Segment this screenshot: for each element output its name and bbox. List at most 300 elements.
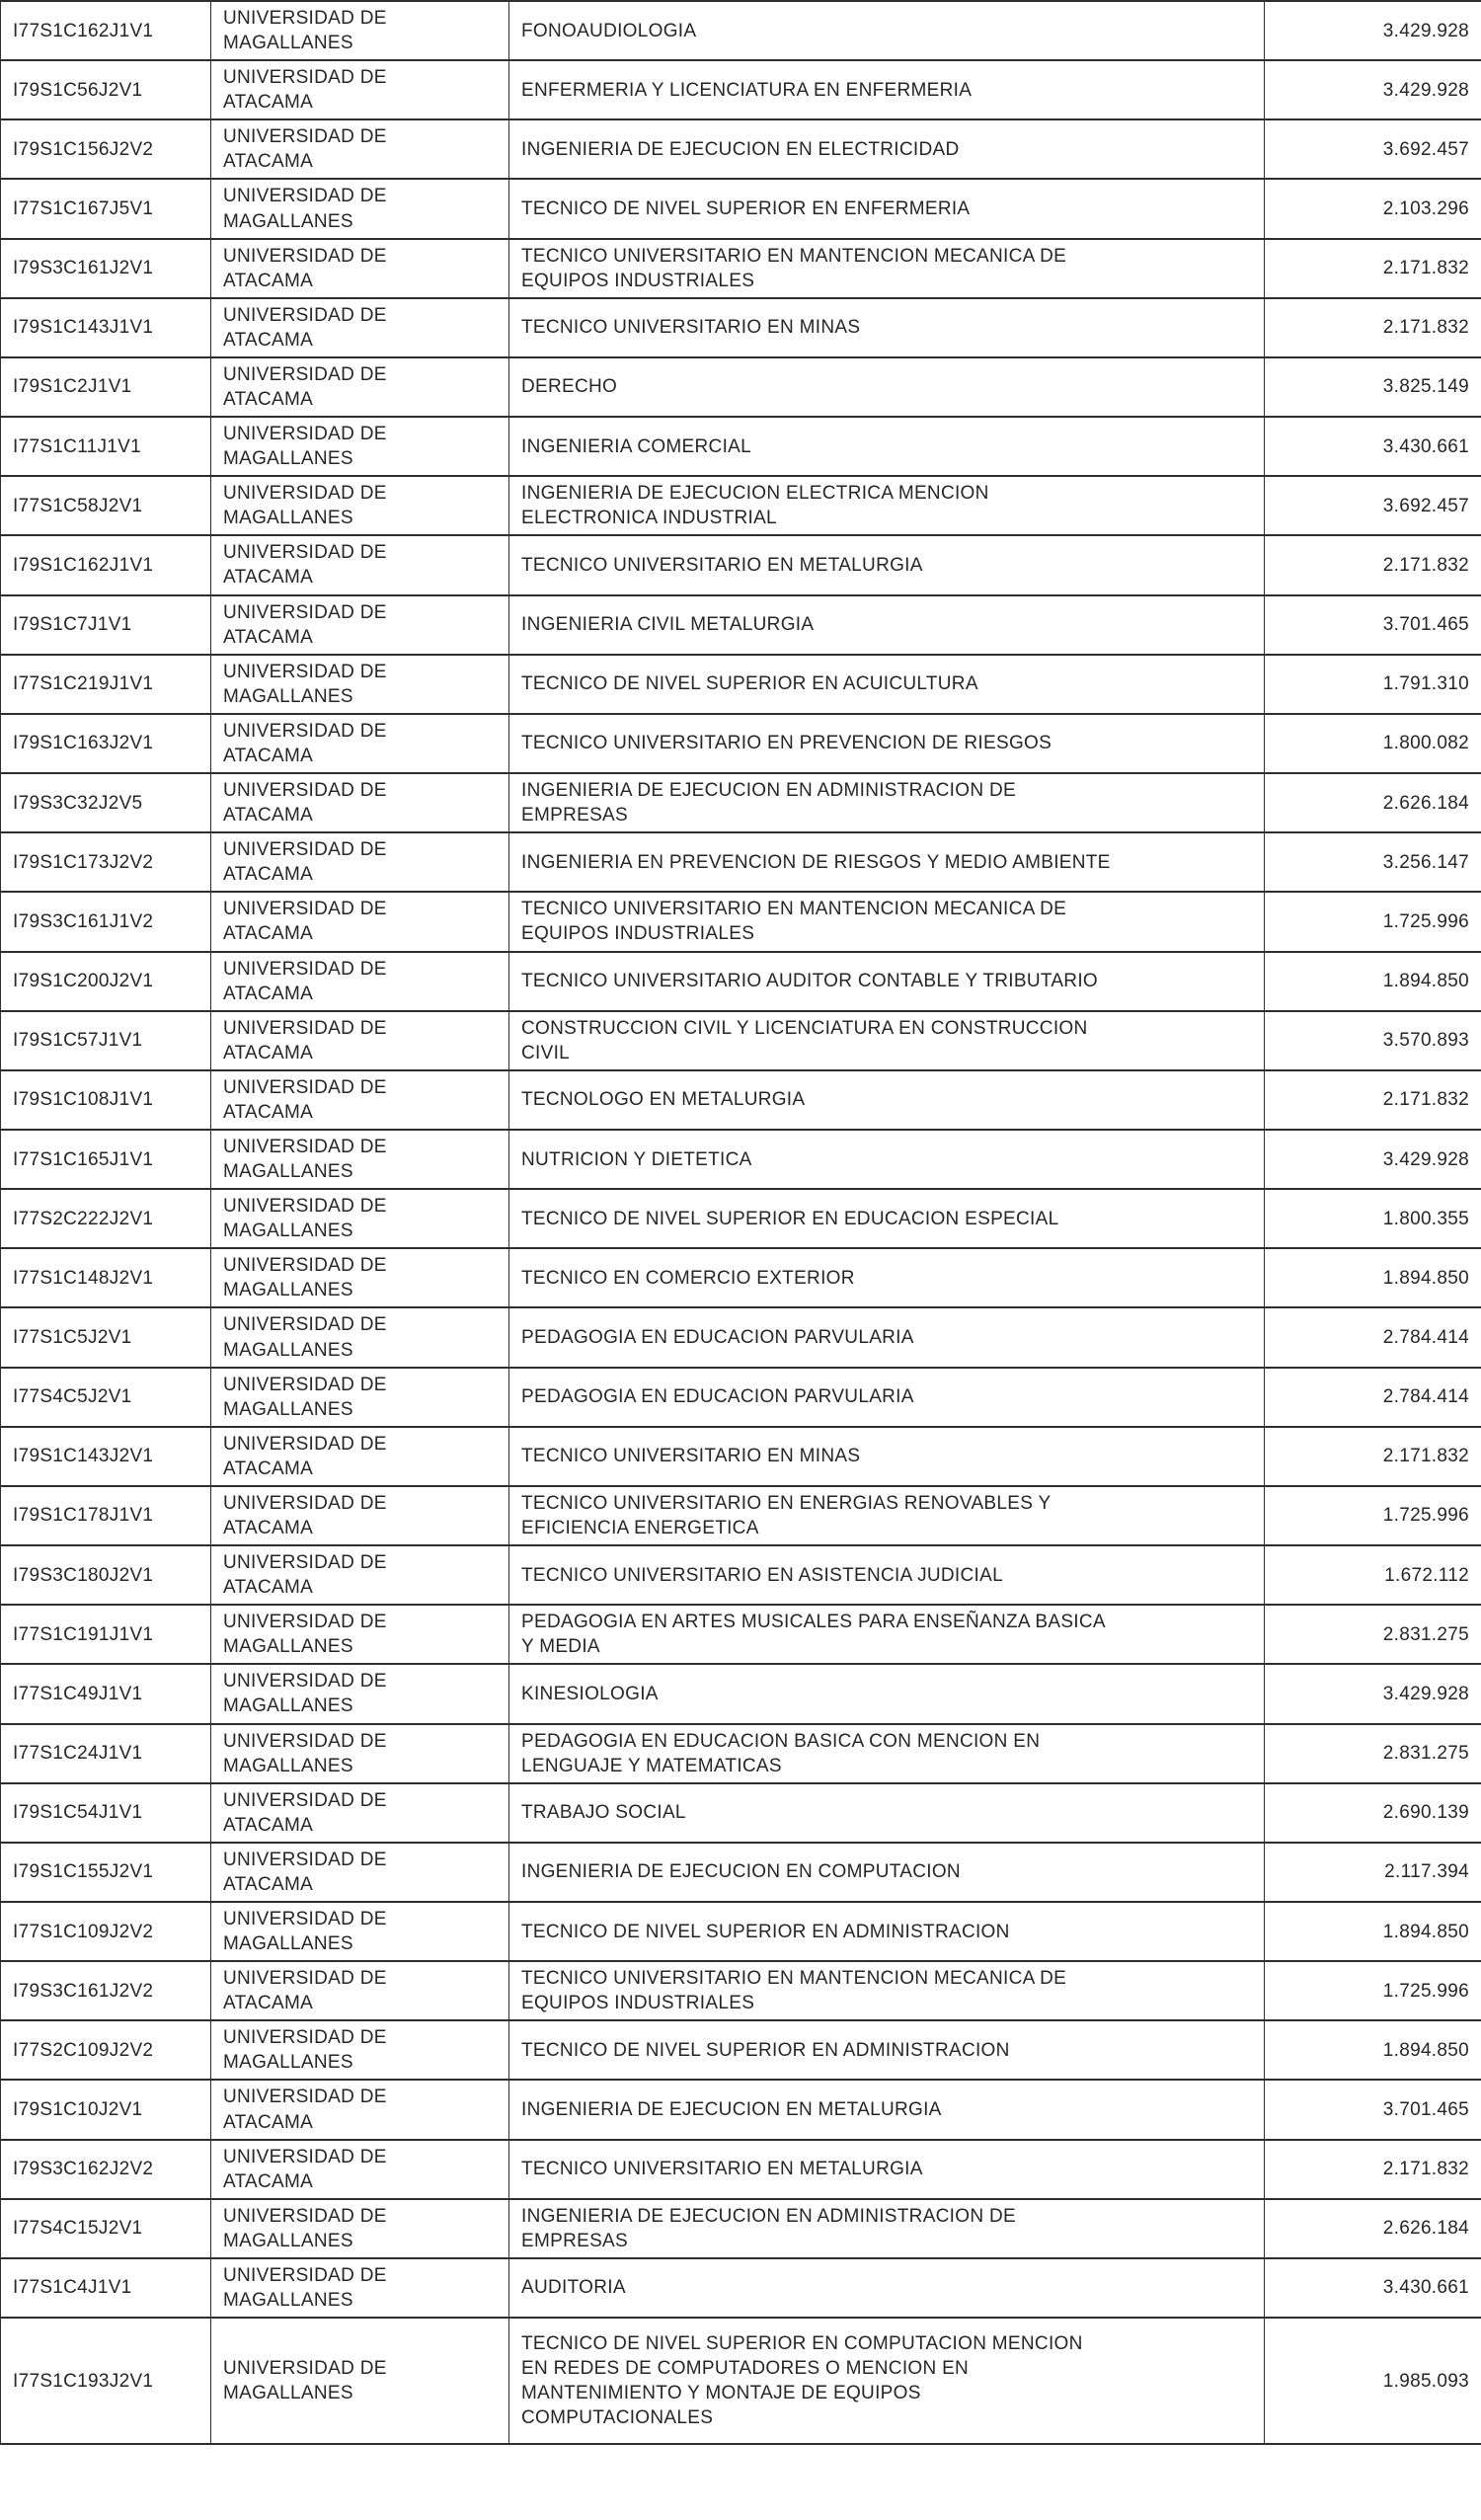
- tuition-value-cell: [1265, 2258, 1481, 2318]
- program-code: I79S1C200J2V1: [13, 971, 154, 992]
- table-row: [1, 476, 1481, 535]
- program-code: I79S1C56J2V1: [13, 79, 143, 101]
- tuition-value-cell: [1265, 1368, 1481, 1427]
- program-code-cell: [1, 773, 211, 832]
- university-name: UNIVERSIDAD DE ATACAMA: [223, 67, 387, 114]
- university-name: UNIVERSIDAD DE MAGALLANES: [223, 1909, 387, 1955]
- tuition-value-cell: [1265, 179, 1481, 238]
- program-code: I77S4C5J2V1: [13, 1386, 132, 1408]
- table-row: [1, 298, 1481, 357]
- table-row: [1, 773, 1481, 832]
- program-code-cell: [1, 535, 211, 594]
- university-cell: [211, 1307, 509, 1367]
- university-name: UNIVERSIDAD DE MAGALLANES: [223, 2205, 387, 2251]
- university-cell: [211, 1783, 509, 1843]
- tuition-value-cell: [1265, 535, 1481, 594]
- program-name: PEDAGOGIA EN EDUCACION BASICA CON MENCION EN LENGUAJE Y MATEMATICAS: [521, 1730, 1041, 1776]
- program-name-cell: [509, 1189, 1265, 1248]
- university-name: UNIVERSIDAD DE MAGALLANES: [223, 2358, 387, 2404]
- program-name-cell: [509, 357, 1265, 417]
- university-cell: [211, 1070, 509, 1130]
- program-code: I79S1C108J1V1: [13, 1089, 154, 1111]
- tuition-value: 3.825.149: [1382, 376, 1469, 398]
- tuition-value: 1.800.355: [1382, 1208, 1469, 1229]
- university-cell: [211, 1961, 509, 2020]
- university-cell: [211, 535, 509, 594]
- university-name: UNIVERSIDAD DE MAGALLANES: [223, 1314, 387, 1361]
- program-code: I77S1C4J1V1: [13, 2277, 132, 2299]
- table-row: [1, 1189, 1481, 1248]
- tuition-value: 2.831.275: [1382, 1743, 1469, 1765]
- program-code: I79S3C162J2V2: [13, 2159, 154, 2180]
- table-row: [1, 1902, 1481, 1961]
- tuition-value-cell: [1265, 1545, 1481, 1605]
- program-code-cell: [1, 1605, 211, 1664]
- program-name: TECNICO UNIVERSITARIO EN MANTENCION MECANICA DE EQUIPOS INDUSTRIALES: [521, 245, 1067, 291]
- program-name: PEDAGOGIA EN ARTES MUSICALES PARA ENSEÑANZA BASICA Y MEDIA: [521, 1612, 1105, 1658]
- tuition-value-cell: [1265, 2080, 1481, 2139]
- program-name-cell: [509, 535, 1265, 594]
- program-code-cell: [1, 2258, 211, 2318]
- table-row: [1, 2020, 1481, 2080]
- university-name: UNIVERSIDAD DE MAGALLANES: [223, 2264, 387, 2312]
- table-row: [1, 1130, 1481, 1189]
- program-name: INGENIERIA CIVIL METALURGIA: [521, 614, 815, 636]
- university-name: UNIVERSIDAD DE MAGALLANES: [223, 8, 387, 54]
- program-code-cell: [1, 1427, 211, 1486]
- table-row: [1, 2258, 1481, 2318]
- tuition-value: 1.672.112: [1384, 1564, 1469, 1586]
- program-code-cell: [1, 1843, 211, 1902]
- tuition-value: 1.894.850: [1382, 2039, 1469, 2061]
- program-code: I79S1C162J1V1: [13, 554, 154, 576]
- tuition-value: 3.692.457: [1382, 495, 1469, 516]
- tuition-value: 3.429.928: [1382, 79, 1469, 101]
- program-name-cell: [509, 1664, 1265, 1723]
- university-cell: [211, 2199, 509, 2258]
- program-name-cell: [509, 1248, 1265, 1307]
- university-cell: [211, 1843, 509, 1902]
- program-code-cell: [1, 1486, 211, 1545]
- table-row: [1, 1664, 1481, 1723]
- university-name: UNIVERSIDAD DE ATACAMA: [223, 2087, 387, 2133]
- university-cell: [211, 119, 509, 179]
- program-name-cell: [509, 595, 1265, 655]
- university-name: UNIVERSIDAD DE ATACAMA: [223, 1789, 387, 1836]
- program-name-cell: [509, 417, 1265, 476]
- program-name: PEDAGOGIA EN EDUCACION PARVULARIA: [521, 1386, 914, 1408]
- program-name-cell: [509, 773, 1265, 832]
- tuition-value: 2.626.184: [1382, 2218, 1469, 2240]
- program-code: I77S1C165J1V1: [13, 1148, 154, 1170]
- tuition-value: 3.429.928: [1382, 20, 1469, 41]
- program-code-cell: [1, 417, 211, 476]
- program-code-cell: [1, 714, 211, 773]
- university-name: UNIVERSIDAD DE MAGALLANES: [223, 1612, 387, 1658]
- program-code: I79S1C2J1V1: [13, 376, 132, 398]
- university-name: UNIVERSIDAD DE ATACAMA: [223, 1968, 387, 2014]
- university-cell: [211, 179, 509, 238]
- program-name-cell: [509, 892, 1265, 951]
- university-cell: [211, 357, 509, 417]
- university-name: UNIVERSIDAD DE ATACAMA: [223, 126, 387, 173]
- university-name: UNIVERSIDAD DE MAGALLANES: [223, 1671, 387, 1717]
- program-name-cell: [509, 832, 1265, 892]
- tuition-value-cell: [1265, 2199, 1481, 2258]
- program-code-cell: [1, 1307, 211, 1367]
- tuition-value: 2.171.832: [1382, 1446, 1469, 1467]
- tuition-value-cell: [1265, 1427, 1481, 1486]
- university-name: UNIVERSIDAD DE ATACAMA: [223, 1076, 387, 1123]
- university-name: UNIVERSIDAD DE ATACAMA: [223, 2146, 387, 2192]
- tuition-value-cell: [1265, 1130, 1481, 1189]
- program-name-cell: [509, 2020, 1265, 2080]
- program-name-cell: [509, 476, 1265, 535]
- table-row: [1, 2199, 1481, 2258]
- university-cell: [211, 2140, 509, 2199]
- program-name-cell: [509, 1843, 1265, 1902]
- program-name-cell: [509, 1, 1265, 60]
- program-name: TECNICO DE NIVEL SUPERIOR EN EDUCACION ESPECIAL: [521, 1208, 1059, 1229]
- program-name-cell: [509, 239, 1265, 298]
- tuition-value-cell: [1265, 2140, 1481, 2199]
- program-name: TECNICO UNIVERSITARIO EN METALURGIA: [521, 554, 923, 576]
- tuition-value: 2.784.414: [1382, 1386, 1469, 1408]
- program-code: I79S3C161J2V2: [13, 1980, 154, 2002]
- program-name: INGENIERIA DE EJECUCION EN ADMINISTRACION DE EMPRESAS: [521, 2205, 1016, 2251]
- university-cell: [211, 1, 509, 60]
- program-code-cell: [1, 832, 211, 892]
- program-code-cell: [1, 1664, 211, 1723]
- table-row: [1, 1783, 1481, 1843]
- program-code: I79S3C180J2V1: [13, 1564, 154, 1586]
- table-row: [1, 1724, 1481, 1783]
- tuition-value: 1.791.310: [1382, 673, 1469, 695]
- program-code-cell: [1, 595, 211, 655]
- university-cell: [211, 1368, 509, 1427]
- tuition-value: 2.784.414: [1382, 1326, 1469, 1348]
- university-cell: [211, 476, 509, 535]
- table-row: [1, 1, 1481, 60]
- program-code-cell: [1, 1961, 211, 2020]
- university-cell: [211, 892, 509, 951]
- program-code-cell: [1, 298, 211, 357]
- program-code: I77S1C193J2V1: [13, 2370, 154, 2392]
- program-code: I77S1C219J1V1: [13, 673, 154, 695]
- program-code-cell: [1, 2199, 211, 2258]
- program-name: TECNICO UNIVERSITARIO EN ENERGIAS RENOVABLES Y EFICIENCIA ENERGETICA: [521, 1492, 1052, 1538]
- program-code-cell: [1, 60, 211, 119]
- program-name-cell: [509, 1783, 1265, 1843]
- program-code: I79S1C178J1V1: [13, 1505, 154, 1527]
- program-name: TECNICO DE NIVEL SUPERIOR EN ACUICULTURA: [521, 673, 978, 695]
- university-name: UNIVERSIDAD DE MAGALLANES: [223, 1730, 387, 1776]
- university-name: UNIVERSIDAD DE MAGALLANES: [223, 1196, 387, 1242]
- tuition-value-cell: [1265, 952, 1481, 1011]
- program-name: FONOAUDIOLOGIA: [521, 20, 697, 41]
- program-code: I77S1C109J2V2: [13, 1921, 154, 1942]
- table-row: [1, 1605, 1481, 1664]
- program-name-cell: [509, 2199, 1265, 2258]
- tuition-value: 1.894.850: [1382, 1921, 1469, 1942]
- tuition-value-cell: [1265, 1961, 1481, 2020]
- program-name-cell: [509, 1486, 1265, 1545]
- university-name: UNIVERSIDAD DE MAGALLANES: [223, 661, 387, 707]
- tuition-value-cell: [1265, 357, 1481, 417]
- tuition-value: 1.985.093: [1382, 2370, 1469, 2392]
- program-code-cell: [1, 1368, 211, 1427]
- university-cell: [211, 1486, 509, 1545]
- program-name-cell: [509, 2258, 1265, 2318]
- tuition-value-cell: [1265, 1783, 1481, 1843]
- table-row: [1, 2318, 1481, 2444]
- tuition-value-cell: [1265, 2020, 1481, 2080]
- tuition-value-cell: [1265, 1843, 1481, 1902]
- program-name: TECNICO UNIVERSITARIO EN MANTENCION MECANICA DE EQUIPOS INDUSTRIALES: [521, 1968, 1067, 2014]
- tuition-value: 3.256.147: [1382, 851, 1469, 873]
- tuition-value: 3.570.893: [1382, 1030, 1469, 1052]
- university-cell: [211, 298, 509, 357]
- university-cell: [211, 1664, 509, 1723]
- program-name: TECNICO DE NIVEL SUPERIOR EN ADMINISTRACION: [521, 2039, 1010, 2061]
- tuition-value-cell: [1265, 1486, 1481, 1545]
- table-row: [1, 714, 1481, 773]
- program-code: I79S1C10J2V1: [13, 2099, 143, 2120]
- program-name: TECNICO UNIVERSITARIO EN MINAS: [521, 317, 861, 339]
- table-row: [1, 119, 1481, 179]
- program-name: TECNICO EN COMERCIO EXTERIOR: [521, 1267, 855, 1289]
- program-name-cell: [509, 1011, 1265, 1070]
- program-name-cell: [509, 2318, 1265, 2444]
- tuition-value: 3.692.457: [1382, 138, 1469, 160]
- tuition-value: 3.701.465: [1382, 614, 1469, 636]
- program-code: I77S1C24J1V1: [13, 1743, 143, 1765]
- university-cell: [211, 952, 509, 1011]
- university-name: UNIVERSIDAD DE MAGALLANES: [223, 483, 387, 529]
- table-row: [1, 2140, 1481, 2199]
- tuition-value: 1.800.082: [1382, 733, 1469, 754]
- table-row: [1, 60, 1481, 119]
- program-name-cell: [509, 60, 1265, 119]
- university-cell: [211, 1545, 509, 1605]
- university-name: UNIVERSIDAD DE MAGALLANES: [223, 1255, 387, 1301]
- table-row: [1, 1307, 1481, 1367]
- program-name: INGENIERIA COMERCIAL: [521, 435, 751, 457]
- program-name: TECNICO UNIVERSITARIO EN ASISTENCIA JUDICIAL: [521, 1564, 1003, 1586]
- program-code-cell: [1, 179, 211, 238]
- program-code-cell: [1, 1545, 211, 1605]
- program-name-cell: [509, 179, 1265, 238]
- tuition-value-cell: [1265, 1902, 1481, 1961]
- program-name: INGENIERIA DE EJECUCION EN METALURGIA: [521, 2099, 942, 2120]
- tuition-value-cell: [1265, 1189, 1481, 1248]
- university-name: UNIVERSIDAD DE ATACAMA: [223, 899, 387, 945]
- university-name: UNIVERSIDAD DE MAGALLANES: [223, 424, 387, 470]
- university-cell: [211, 773, 509, 832]
- university-name: UNIVERSIDAD DE ATACAMA: [223, 245, 387, 291]
- program-name: TECNICO UNIVERSITARIO EN METALURGIA: [521, 2159, 923, 2180]
- programs-table-body: [1, 1, 1481, 2444]
- program-code: I79S1C155J2V1: [13, 1861, 154, 1883]
- tuition-value-cell: [1265, 1, 1481, 60]
- table-row: [1, 1368, 1481, 1427]
- program-code-cell: [1, 1, 211, 60]
- table-row: [1, 179, 1481, 238]
- table-row: [1, 655, 1481, 714]
- program-name: TECNICO DE NIVEL SUPERIOR EN ENFERMERIA: [521, 198, 971, 219]
- program-name: TECNICO UNIVERSITARIO EN PREVENCION DE RIESGOS: [521, 733, 1052, 754]
- program-code-cell: [1, 952, 211, 1011]
- program-code: I79S1C143J1V1: [13, 317, 154, 339]
- program-name: DERECHO: [521, 376, 618, 398]
- table-row: [1, 1961, 1481, 2020]
- program-name: TECNICO DE NIVEL SUPERIOR EN COMPUTACION MENCION EN REDES DE COMPUTADORES O MENCION EN MANTENIMIENTO Y MONTAJE DE EQUIPOS COMPUTACIONALES: [521, 2332, 1083, 2429]
- university-cell: [211, 417, 509, 476]
- university-name: UNIVERSIDAD DE ATACAMA: [223, 363, 387, 411]
- tuition-value-cell: [1265, 1248, 1481, 1307]
- program-name: CONSTRUCCION CIVIL Y LICENCIATURA EN CONSTRUCCION CIVIL: [521, 1017, 1088, 1063]
- university-cell: [211, 60, 509, 119]
- program-code: I79S3C32J2V5: [13, 792, 143, 814]
- tuition-value-cell: [1265, 119, 1481, 179]
- tuition-value-cell: [1265, 239, 1481, 298]
- university-cell: [211, 595, 509, 655]
- program-name: TECNICO UNIVERSITARIO EN MINAS: [521, 1446, 861, 1467]
- program-name-cell: [509, 2080, 1265, 2139]
- table-row: [1, 595, 1481, 655]
- table-row: [1, 1070, 1481, 1130]
- program-name-cell: [509, 1605, 1265, 1664]
- table-row: [1, 1843, 1481, 1902]
- university-cell: [211, 655, 509, 714]
- tuition-value: 1.725.996: [1382, 1505, 1469, 1527]
- table-row: [1, 1486, 1481, 1545]
- university-cell: [211, 239, 509, 298]
- program-code-cell: [1, 1783, 211, 1843]
- program-code-cell: [1, 1189, 211, 1248]
- university-cell: [211, 1130, 509, 1189]
- tuition-value-cell: [1265, 714, 1481, 773]
- tuition-value: 1.725.996: [1382, 910, 1469, 932]
- program-code: I77S1C167J5V1: [13, 198, 154, 219]
- table-row: [1, 535, 1481, 594]
- university-name: UNIVERSIDAD DE MAGALLANES: [223, 186, 387, 232]
- program-code-cell: [1, 1130, 211, 1189]
- program-name-cell: [509, 1961, 1265, 2020]
- tuition-value-cell: [1265, 476, 1481, 535]
- tuition-value: 2.626.184: [1382, 792, 1469, 814]
- program-name-cell: [509, 1070, 1265, 1130]
- university-name: UNIVERSIDAD DE ATACAMA: [223, 839, 387, 886]
- program-name: INGENIERIA EN PREVENCION DE RIESGOS Y MEDIO AMBIENTE: [521, 851, 1111, 873]
- program-name: TECNICO UNIVERSITARIO AUDITOR CONTABLE Y TRIBUTARIO: [521, 971, 1098, 992]
- program-code: I77S1C191J1V1: [13, 1623, 154, 1645]
- university-name: UNIVERSIDAD DE MAGALLANES: [223, 1374, 387, 1420]
- program-code-cell: [1, 1724, 211, 1783]
- program-name: TECNICO DE NIVEL SUPERIOR EN ADMINISTRACION: [521, 1921, 1010, 1942]
- university-name: UNIVERSIDAD DE ATACAMA: [223, 601, 387, 648]
- program-name-cell: [509, 298, 1265, 357]
- tuition-value: 3.430.661: [1382, 2277, 1469, 2299]
- program-code: I77S1C58J2V1: [13, 495, 143, 516]
- program-code-cell: [1, 2140, 211, 2199]
- program-code-cell: [1, 1070, 211, 1130]
- program-name: KINESIOLOGIA: [521, 1683, 659, 1704]
- program-code: I77S1C11J1V1: [13, 435, 142, 457]
- tuition-value-cell: [1265, 1011, 1481, 1070]
- program-code: I77S1C49J1V1: [13, 1683, 143, 1704]
- program-name: TECNOLOGO EN METALURGIA: [521, 1089, 806, 1111]
- table-row: [1, 1011, 1481, 1070]
- program-code-cell: [1, 357, 211, 417]
- university-cell: [211, 714, 509, 773]
- program-code: I79S1C173J2V2: [13, 851, 154, 873]
- program-code-cell: [1, 1902, 211, 1961]
- tuition-value-cell: [1265, 595, 1481, 655]
- university-cell: [211, 832, 509, 892]
- program-code-cell: [1, 2020, 211, 2080]
- program-name: INGENIERIA DE EJECUCION ELECTRICA MENCION ELECTRONICA INDUSTRIAL: [521, 483, 989, 529]
- table-row: [1, 2080, 1481, 2139]
- program-name: INGENIERIA DE EJECUCION EN ELECTRICIDAD: [521, 138, 960, 160]
- program-code-cell: [1, 2318, 211, 2444]
- program-code: I79S3C161J1V2: [13, 910, 154, 932]
- university-name: UNIVERSIDAD DE MAGALLANES: [223, 2027, 387, 2074]
- university-cell: [211, 2258, 509, 2318]
- program-code: I79S1C7J1V1: [13, 614, 132, 636]
- tuition-value: 2.117.394: [1384, 1861, 1469, 1883]
- tuition-value: 2.831.275: [1382, 1623, 1469, 1645]
- tuition-value-cell: [1265, 832, 1481, 892]
- tuition-value-cell: [1265, 2318, 1481, 2444]
- program-code-cell: [1, 2080, 211, 2139]
- table-row: [1, 1545, 1481, 1605]
- program-name: PEDAGOGIA EN EDUCACION PARVULARIA: [521, 1326, 914, 1348]
- program-code: I79S1C163J2V1: [13, 733, 154, 754]
- tuition-value: 2.171.832: [1382, 317, 1469, 339]
- tuition-value: 2.171.832: [1382, 2159, 1469, 2180]
- program-name: TECNICO UNIVERSITARIO EN MANTENCION MECANICA DE EQUIPOS INDUSTRIALES: [521, 899, 1067, 945]
- university-name: UNIVERSIDAD DE ATACAMA: [223, 542, 387, 589]
- university-name: UNIVERSIDAD DE ATACAMA: [223, 780, 387, 827]
- program-code-cell: [1, 1248, 211, 1307]
- program-code: I77S4C15J2V1: [13, 2218, 143, 2240]
- program-name-cell: [509, 119, 1265, 179]
- program-code-cell: [1, 239, 211, 298]
- program-code: I79S1C156J2V2: [13, 138, 154, 160]
- tuition-value-cell: [1265, 417, 1481, 476]
- tuition-value: 3.429.928: [1382, 1148, 1469, 1170]
- university-name: UNIVERSIDAD DE ATACAMA: [223, 720, 387, 766]
- table-row: [1, 417, 1481, 476]
- program-code: I77S1C148J2V1: [13, 1267, 154, 1289]
- program-name-cell: [509, 1130, 1265, 1189]
- program-code: I79S1C54J1V1: [13, 1802, 143, 1824]
- university-cell: [211, 2080, 509, 2139]
- program-code-cell: [1, 119, 211, 179]
- tuition-value-cell: [1265, 1664, 1481, 1723]
- university-cell: [211, 2318, 509, 2444]
- program-name-cell: [509, 1545, 1265, 1605]
- university-name: UNIVERSIDAD DE ATACAMA: [223, 958, 387, 1004]
- tuition-value: 3.430.661: [1382, 435, 1469, 457]
- university-cell: [211, 1189, 509, 1248]
- program-name-cell: [509, 1307, 1265, 1367]
- tuition-value: 2.690.139: [1382, 1802, 1469, 1824]
- tuition-value: 3.701.465: [1382, 2099, 1469, 2120]
- program-name: AUDITORIA: [521, 2277, 626, 2299]
- university-name: UNIVERSIDAD DE ATACAMA: [223, 1552, 387, 1599]
